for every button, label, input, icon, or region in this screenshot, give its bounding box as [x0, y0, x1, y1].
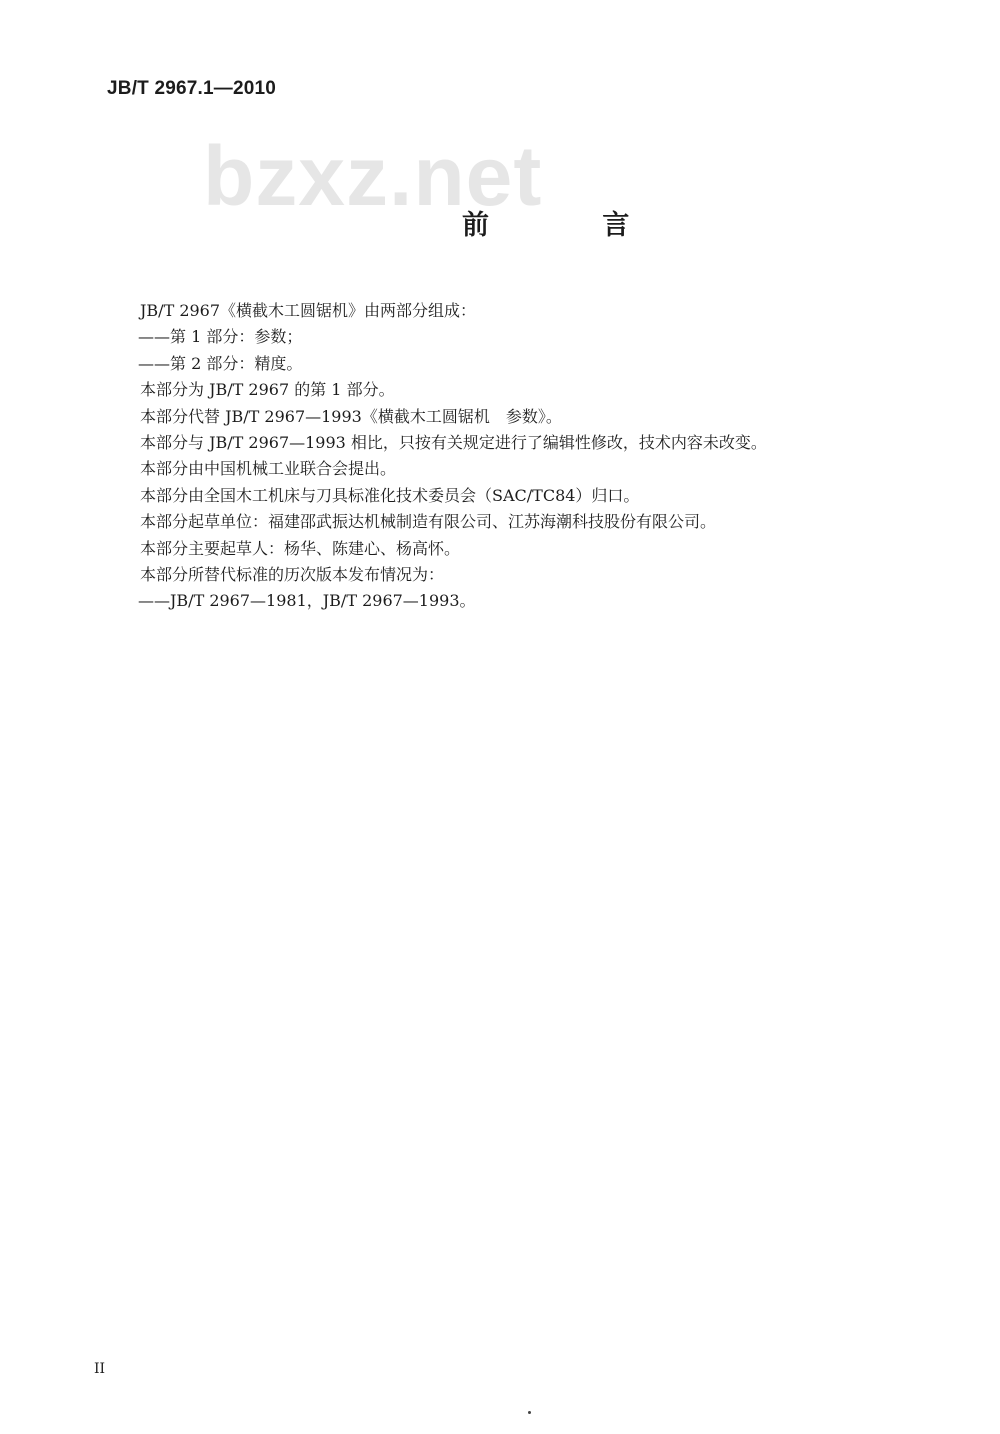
paragraph-line: 本部分所替代标准的历次版本发布情况为：: [140, 564, 445, 584]
foreword-body: [140, 298, 860, 615]
page-title: 前 言: [462, 210, 682, 241]
page-number: II: [94, 1361, 106, 1377]
paragraph-line: 本部分起草单位：福建邵武振达机械制造有限公司、江苏海潮科技股份有限公司。: [140, 512, 717, 532]
paragraph-line: ——第 1 部分：参数；: [138, 327, 303, 347]
paragraph-line: ——第 2 部分：精度。: [138, 353, 303, 373]
scan-speck: [528, 1411, 531, 1414]
paragraph-line: 本部分主要起草人：杨华、陈建心、杨高怀。: [140, 538, 461, 558]
paragraph-line: 本部分由中国机械工业联合会提出。: [140, 459, 397, 479]
paragraph-line: 本部分为 JB/T 2967 的第 1 部分。: [140, 380, 395, 400]
paragraph-line: 本部分由全国木工机床与刀具标准化技术委员会（SAC/TC84）归口。: [140, 485, 640, 505]
document-code: JB/T 2967.1—2010: [107, 78, 277, 99]
paragraph-line: 本部分代替 JB/T 2967—1993《横截木工圆锯机 参数》。: [140, 406, 562, 426]
watermark: bzxz.net: [203, 129, 543, 223]
paragraph-line: ——JB/T 2967—1981，JB/T 2967—1993。: [138, 591, 476, 611]
paragraph-line: 本部分与 JB/T 2967—1993 相比，只按有关规定进行了编辑性修改，技术内容未改变。: [140, 432, 767, 452]
paragraph-line: JB/T 2967《横截木工圆锯机》由两部分组成：: [140, 301, 477, 320]
